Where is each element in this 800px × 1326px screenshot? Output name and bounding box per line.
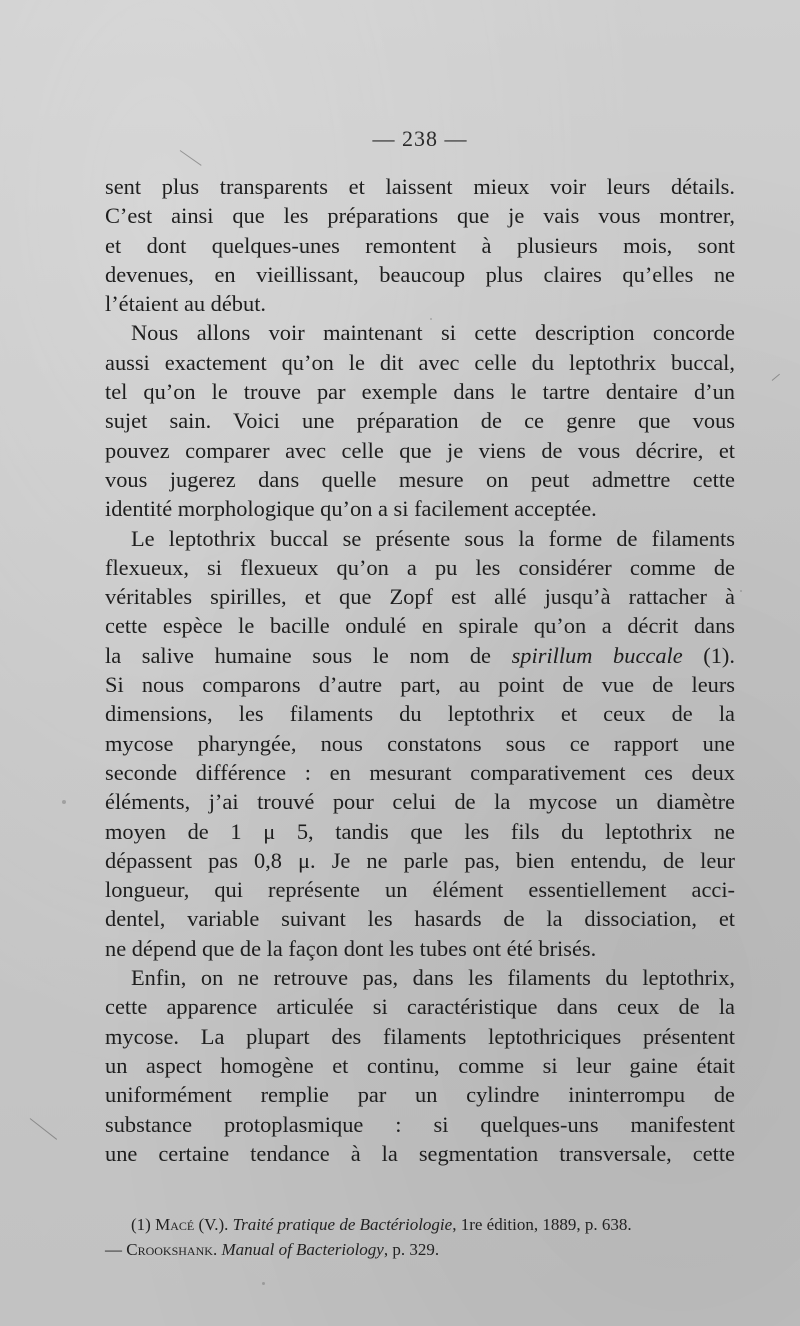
- paper-scratch: [180, 150, 202, 166]
- paper-scratch: [772, 374, 780, 381]
- text-line: sujet sain. Voici une préparation de ce genre que vous: [105, 408, 735, 434]
- text-line: un aspect homogène et continu, comme si leur gaine était: [105, 1052, 735, 1078]
- paper-speck: [262, 1282, 265, 1285]
- text-line: aussi exactement qu’on le dit avec celle du leptothrix buccal,: [105, 349, 735, 375]
- footnote-1-continued: [105, 1237, 737, 1262]
- text-line: Si nous comparons d’autre part, au point de vue de leurs: [105, 672, 735, 698]
- footnote-separator: .: [212, 1240, 222, 1259]
- paper-speck: [62, 800, 66, 804]
- text-line: cette espèce le bacille ondulé en spirale qu’on a décrit dans: [105, 613, 735, 639]
- text-line: Enfin, on ne retrouve pas, dans les filaments du leptothrix,: [131, 965, 735, 991]
- text-line: identité morphologique qu’on a si facilement acceptée.: [105, 496, 597, 522]
- text-line: cette apparence articulée si caractéristique dans ceux de la: [105, 994, 735, 1020]
- footnote-author: Macé: [155, 1215, 195, 1234]
- paper-speck: [740, 590, 742, 592]
- footnote-1: [105, 1212, 737, 1237]
- text-line: tel qu’on le trouve par exemple dans le tartre dentaire d’un: [105, 379, 735, 405]
- text-line: mycose. La plupart des filaments leptothriciques présentent: [105, 1023, 735, 1049]
- page-number: — 238 —: [372, 126, 468, 151]
- text-line: Nous allons voir maintenant si cette description concorde: [131, 320, 735, 346]
- text-line: vous jugerez dans quelle mesure on peut admettre cette: [105, 466, 735, 492]
- text-line-with-italic: [105, 641, 735, 670]
- paper-scratch: [30, 1118, 57, 1140]
- text-line: l’étaient au début.: [105, 291, 267, 317]
- text-line: uniformément remplie par un cylindre ininterrompu de: [105, 1082, 735, 1108]
- species-name: spirillum buccale: [511, 642, 683, 668]
- paper-speck: [430, 318, 432, 320]
- footnote-number: (1): [131, 1215, 156, 1234]
- text-line: et dont quelques-unes remontent à plusieurs mois, sont: [105, 232, 735, 258]
- text-line: seconde différence : en mesurant comparativement ces deux: [105, 759, 735, 785]
- footnote-details: , p. 329.: [383, 1240, 440, 1259]
- line-prefix: la salive humaine sous le nom de: [105, 642, 512, 668]
- text-line: pouvez comparer avec celle que je viens de vous décrire, et: [105, 437, 735, 463]
- text-line: dentel, variable suivant les hasards de la dissociation, et: [105, 906, 735, 932]
- body-text: [105, 172, 735, 1168]
- text-line: véritables spirilles, et que Zopf est allé jusqu’à rattacher à: [105, 584, 735, 610]
- footnote-initial: (V.).: [194, 1215, 233, 1234]
- footnote-dash: —: [105, 1240, 127, 1259]
- text-line: ne dépend que de la façon dont les tubes ont été brisés.: [105, 935, 597, 961]
- text-line: dépassent pas 0,8 μ. Je ne parle pas, bien entendu, de leur: [105, 847, 735, 873]
- text-line: une certaine tendance à la segmentation transversale, cette: [105, 1140, 735, 1166]
- text-line: C’est ainsi que les préparations que je vais vous montrer,: [105, 203, 735, 229]
- footnote-author: Crookshank: [126, 1240, 213, 1259]
- text-line: moyen de 1 μ 5, tandis que les fils du leptothrix ne: [105, 818, 735, 844]
- text-line: substance protoplasmique : si quelques-uns manifestent: [105, 1111, 735, 1137]
- text-line: dimensions, les filaments du leptothrix et ceux de la: [105, 701, 735, 727]
- footnotes: [105, 1212, 737, 1262]
- text-line: longueur, qui représente un élément essentiellement acci-: [105, 877, 735, 903]
- text-line: mycose pharyngée, nous constatons sous ce rapport une: [105, 730, 735, 756]
- text-line: devenues, en vieillissant, beaucoup plus claires qu’elles ne: [105, 261, 735, 287]
- text-line: flexueux, si flexueux qu’on a pu les considérer comme de: [105, 554, 735, 580]
- text-line: Le leptothrix buccal se présente sous la forme de filaments: [131, 525, 735, 551]
- footnote-details: , 1re édition, 1889, p. 638.: [452, 1215, 632, 1234]
- footnote-title: Traité pratique de Bactériologie: [232, 1215, 453, 1234]
- text-line: sent plus transparents et laissent mieux voir leurs détails.: [105, 174, 735, 199]
- text-line: éléments, j’ai trouvé pour celui de la mycose un diamètre: [105, 789, 735, 815]
- line-suffix: (1).: [682, 642, 735, 668]
- footnote-title: Manual of Bacteriology: [221, 1240, 384, 1259]
